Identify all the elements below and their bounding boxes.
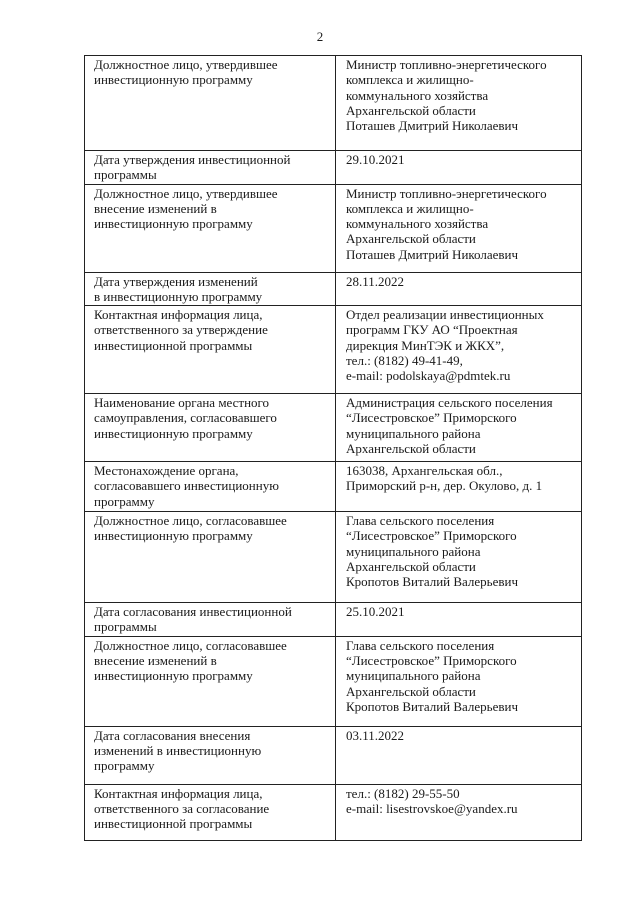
value-line: Поташев Дмитрий Николаевич <box>346 246 519 262</box>
label-line: Дата утверждения инвестиционной <box>94 152 291 167</box>
row-label-cell <box>85 784 336 840</box>
row-label-cell <box>85 512 336 603</box>
value-line: 29.10.2021 <box>346 152 405 167</box>
table-row <box>85 272 582 306</box>
row-label-cell <box>85 151 336 185</box>
label-line: внесение изменений в <box>94 200 217 216</box>
label-line: инвестиционную программу <box>94 528 253 544</box>
value-line: коммунального хозяйства <box>346 87 489 103</box>
label-line: Дата согласования внесения <box>94 727 251 743</box>
value-line: комплекса и жилищно- <box>346 72 474 88</box>
table-row <box>85 512 582 603</box>
label-line: инвестиционную программу <box>94 668 253 684</box>
label-line: Должностное лицо, утвердившее <box>94 185 278 201</box>
row-label-cell <box>85 272 336 306</box>
label-line: ответственного за утверждение <box>94 322 268 338</box>
value-line: Приморский р-н, дер. Окулово, д. 1 <box>346 478 543 494</box>
table-row <box>85 603 582 637</box>
page-number: 2 <box>316 29 324 44</box>
row-value-cell <box>336 184 582 272</box>
value-line: Архангельской области <box>346 683 476 699</box>
label-line: инвестиционную программу <box>94 216 253 232</box>
row-value-cell <box>336 603 582 637</box>
label-line: программу <box>94 493 155 509</box>
value-line: Администрация сельского поселения <box>346 395 553 411</box>
value-line: Глава сельского поселения <box>346 637 495 653</box>
row-label-cell <box>85 462 336 512</box>
value-line: Архангельской области <box>346 559 476 575</box>
row-value-cell <box>336 306 582 394</box>
label-line: согласовавшего инвестиционную <box>94 478 279 494</box>
row-label-cell <box>85 56 336 151</box>
table-body <box>85 56 582 841</box>
value-line: Отдел реализации инвестиционных <box>346 307 544 323</box>
value-line: муниципального района <box>346 668 481 684</box>
label-line: программы <box>94 619 157 635</box>
label-line: ответственного за согласование <box>94 801 270 817</box>
label-line: изменений в инвестиционную <box>94 743 262 759</box>
label-line: инвестиционной программы <box>94 337 253 353</box>
table-row <box>85 462 582 512</box>
row-value-cell <box>336 784 582 840</box>
table-row <box>85 151 582 185</box>
label-line: Должностное лицо, согласовавшее <box>94 637 287 653</box>
value-line: тел.: (8182) 29-55-50 <box>346 785 460 801</box>
value-line: Архангельской области <box>346 102 476 118</box>
label-line: внесение изменений в <box>94 653 217 669</box>
value-line: 03.11.2022 <box>346 727 405 743</box>
value-line: Кропотов Виталий Валерьевич <box>346 698 519 714</box>
value-line: Архангельской области <box>346 441 476 457</box>
table-row <box>85 726 582 784</box>
label-line: самоуправления, согласовавшего <box>94 410 277 426</box>
label-line: инвестиционную программу <box>94 72 253 88</box>
row-value-cell <box>336 462 582 512</box>
value-line: Поташев Дмитрий Николаевич <box>346 118 519 134</box>
value-line: дирекция МинТЭК и ЖКХ”, <box>346 337 505 353</box>
table-row <box>85 394 582 462</box>
row-label-cell <box>85 394 336 462</box>
table-row <box>85 184 582 272</box>
value-line: программ ГКУ АО “Проектная <box>346 322 518 338</box>
value-line: e-mail: lisestrovskoe@yandex.ru <box>346 801 518 817</box>
label-line: Дата утверждения изменений <box>94 273 258 289</box>
row-value-cell <box>336 272 582 306</box>
value-line: 25.10.2021 <box>346 604 405 620</box>
label-line: Контактная информация лица, <box>94 785 263 801</box>
value-line: коммунального хозяйства <box>346 216 489 232</box>
row-label-cell <box>85 636 336 726</box>
table-row <box>85 56 582 151</box>
label-line: Местонахождение органа, <box>94 463 239 479</box>
value-line: “Лисестровское” Приморского <box>346 653 517 669</box>
value-line: Кропотов Виталий Валерьевич <box>346 574 519 590</box>
row-value-cell <box>336 394 582 462</box>
value-line: Архангельской области <box>346 231 476 247</box>
label-line: Контактная информация лица, <box>94 307 263 323</box>
table-row <box>85 636 582 726</box>
value-line: 163038, Архангельская обл., <box>346 463 503 479</box>
row-value-cell <box>336 512 582 603</box>
value-line: Глава сельского поселения <box>346 513 495 529</box>
value-line: “Лисестровское” Приморского <box>346 410 517 426</box>
row-label-cell <box>85 603 336 637</box>
label-line: программы <box>94 167 157 183</box>
row-label-cell <box>85 726 336 784</box>
row-value-cell <box>336 726 582 784</box>
value-line: комплекса и жилищно- <box>346 200 474 216</box>
label-line: Дата согласования инвестиционной <box>94 604 292 620</box>
label-line: Наименование органа местного <box>94 395 270 411</box>
label-line: инвестиционной программы <box>94 816 253 832</box>
investment-program-info-table <box>84 55 582 841</box>
label-line: программу <box>94 758 155 774</box>
row-label-cell <box>85 306 336 394</box>
value-line: “Лисестровское” Приморского <box>346 528 517 544</box>
row-value-cell <box>336 151 582 185</box>
label-line: Должностное лицо, утвердившее <box>94 57 278 72</box>
value-line: e-mail: podolskaya@pdmtek.ru <box>346 368 511 384</box>
table-row <box>85 306 582 394</box>
row-label-cell <box>85 184 336 272</box>
value-line: 28.11.2022 <box>346 273 405 289</box>
value-line: муниципального района <box>346 425 481 441</box>
label-line: Должностное лицо, согласовавшее <box>94 513 287 529</box>
label-line: в инвестиционную программу <box>94 288 263 304</box>
value-line: муниципального района <box>346 543 481 559</box>
value-line: тел.: (8182) 49-41-49, <box>346 353 463 369</box>
row-value-cell <box>336 636 582 726</box>
value-line: Министр топливно-энергетического <box>346 57 547 72</box>
label-line: инвестиционную программу <box>94 425 253 441</box>
table-row <box>85 784 582 840</box>
value-line: Министр топливно-энергетического <box>346 185 547 201</box>
row-value-cell <box>336 56 582 151</box>
